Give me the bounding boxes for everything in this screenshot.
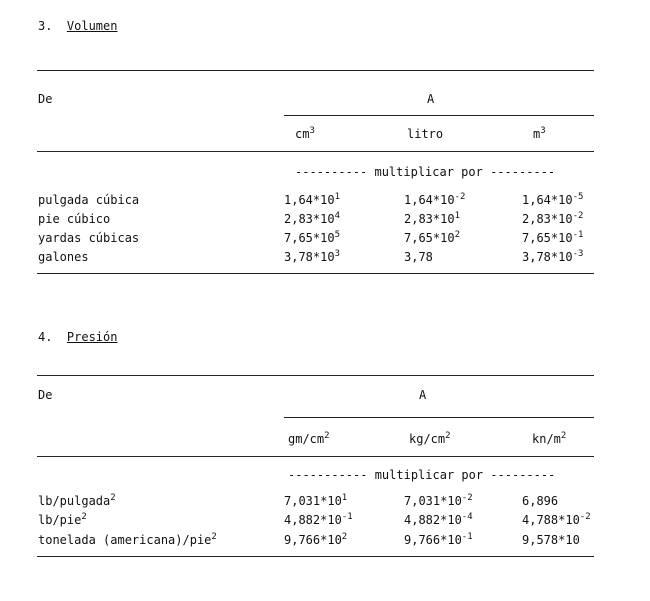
bottom-rule	[37, 556, 594, 557]
multiply-label: ---------- multiplicar por ---------	[295, 165, 556, 179]
value-cell: $9,766*10^{-1}$	[404, 532, 473, 547]
value-cell: $1,64*10^1$	[284, 192, 340, 207]
value-cell: $7,65*10^2$	[404, 230, 460, 245]
section-heading-volumen	[38, 19, 117, 33]
value-cell: 6,896	[522, 494, 559, 508]
unit-header: $gm/cm^2$	[288, 431, 330, 446]
value-cell: $2,83*10^{-2}$	[522, 211, 584, 226]
row-label: tonelada (americana)/pie$^2$	[38, 532, 217, 547]
units-rule	[284, 417, 594, 418]
row-label: yardas cúbicas	[38, 231, 140, 245]
bottom-rule	[37, 273, 594, 274]
unit-header: litro	[407, 127, 444, 141]
value-cell: $2,83*10^1$	[404, 211, 460, 226]
multiply-label: ----------- multiplicar por ---------	[288, 468, 556, 482]
value-cell: $7,031*10^{-2}$	[404, 493, 473, 508]
to-header: A	[419, 388, 427, 402]
value-cell: $2,83*10^4$	[284, 211, 340, 226]
value-cell: $1,64*10^{-2}$	[404, 192, 466, 207]
top-rule	[37, 70, 594, 71]
row-label: pie cúbico	[38, 212, 111, 226]
section-number: 3.	[38, 19, 53, 33]
value-cell: $7,65*10^{-1}$	[522, 230, 584, 245]
value-cell: $4,788*10^{-2}$	[522, 512, 591, 527]
value-cell: 9,578*10	[522, 533, 580, 547]
value-cell: $7,65*10^5$	[284, 230, 340, 245]
value-cell: $7,031*10^1$	[284, 493, 348, 508]
row-label: lb/pulgada$^2$	[38, 493, 116, 508]
value-cell: $4,882*10^{-1}$	[284, 512, 353, 527]
section-title: Volumen	[66, 19, 118, 33]
unit-header: $kn/m^2$	[532, 431, 567, 446]
value-cell: $3,78*10^3$	[284, 249, 340, 264]
from-header: De	[38, 92, 53, 106]
value-cell: 3,78	[404, 250, 433, 264]
value-cell: $1,64*10^{-5}$	[522, 192, 584, 207]
unit-header: $cm^3$	[295, 126, 315, 141]
value-cell: $9,766*10^2$	[284, 532, 348, 547]
header-rule	[37, 456, 594, 457]
row-label: galones	[38, 250, 89, 264]
to-header: A	[427, 92, 435, 106]
row-label: pulgada cúbica	[38, 193, 140, 207]
from-header: De	[38, 388, 53, 402]
value-cell: $3,78*10^{-3}$	[522, 249, 584, 264]
section-number: 4.	[38, 330, 53, 344]
section-heading-presion	[38, 330, 117, 344]
top-rule	[37, 375, 594, 376]
unit-header: $kg/cm^2$	[409, 431, 451, 446]
value-cell: $4,882*10^{-4}$	[404, 512, 473, 527]
units-rule	[284, 115, 594, 116]
header-rule	[37, 151, 594, 152]
section-title: Presión	[66, 330, 118, 344]
unit-header: $m^3$	[533, 126, 546, 141]
row-label: lb/pie$^2$	[38, 512, 87, 527]
